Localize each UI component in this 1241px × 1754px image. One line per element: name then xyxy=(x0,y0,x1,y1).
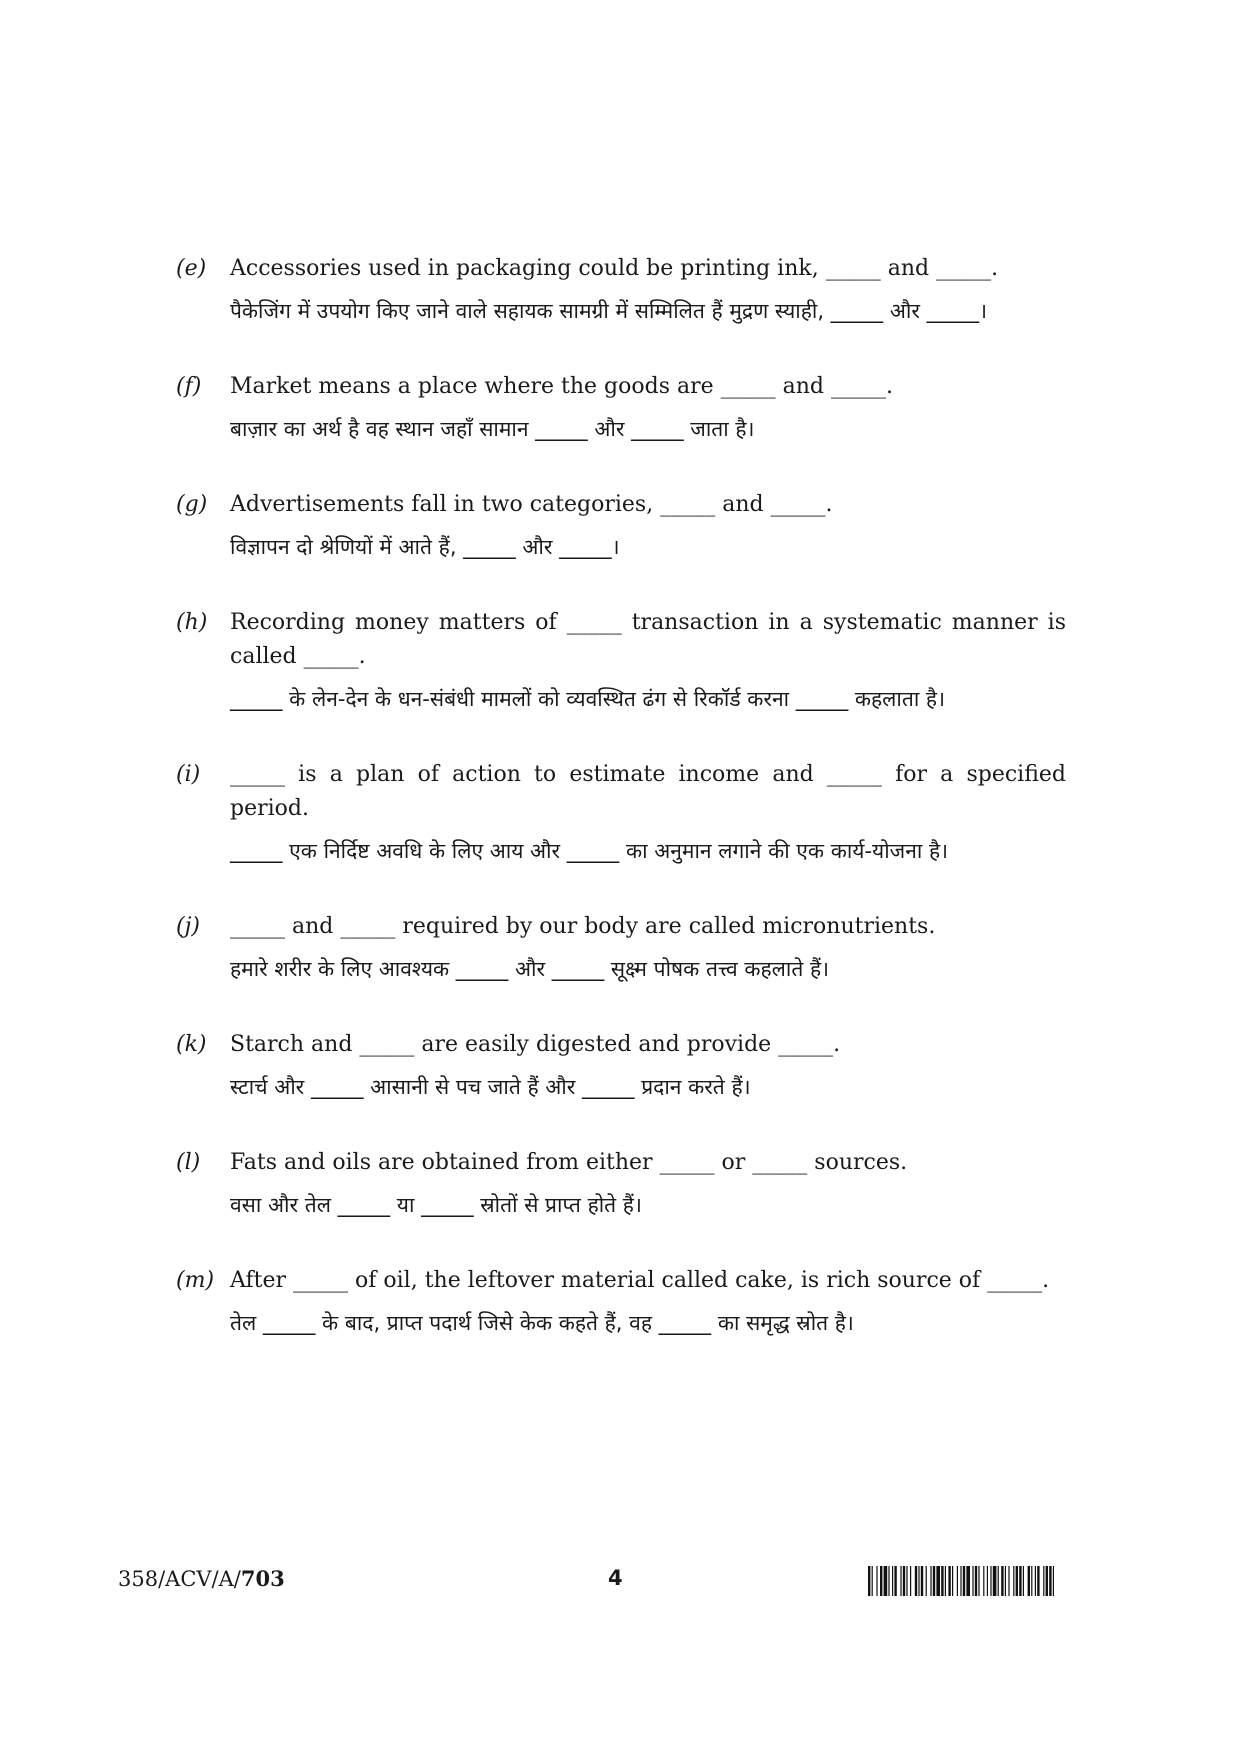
question-label: (f) xyxy=(176,374,202,399)
paper-code-number: 703 xyxy=(240,1566,285,1591)
question-i xyxy=(176,758,1066,868)
question-m xyxy=(176,1264,1066,1340)
question-label: (m) xyxy=(176,1268,215,1293)
question-h xyxy=(176,606,1066,716)
question-english: Starch and _____ are easily digested and provide _____. xyxy=(230,1032,841,1057)
question-g xyxy=(176,488,1066,564)
question-label: (h) xyxy=(176,610,208,635)
question-k xyxy=(176,1028,1066,1104)
question-hindi: विज्ञापन दो श्रेणियों में आते हैं, _____ और _____। xyxy=(230,535,620,559)
question-label: (g) xyxy=(176,492,208,517)
question-hindi: वसा और तेल _____ या _____ स्रोतों से प्राप्त होते हैं। xyxy=(230,1193,642,1217)
question-hindi: स्टार्च और _____ आसानी से पच जाते हैं और _____ प्रदान करते हैं। xyxy=(230,1075,751,1099)
question-english: _____ is a plan of action to estimate income and _____ for a specified period. xyxy=(230,762,1066,821)
question-hindi: _____ एक निर्दिष्ट अवधि के लिए आय और _____ का अनुमान लगाने की एक कार्य-योजना है। xyxy=(230,839,949,863)
question-l xyxy=(176,1146,1066,1222)
question-hindi: _____ के लेन-देन के धन-संबंधी मामलों को व्यवस्थित ढंग से रिकॉर्ड करना _____ कहलाता है। xyxy=(230,687,946,711)
barcode-icon xyxy=(868,1566,1130,1596)
question-label: (j) xyxy=(176,914,200,939)
question-f xyxy=(176,370,1066,446)
paper-code xyxy=(118,1566,285,1591)
question-english: Advertisements fall in two categories, _____ and _____. xyxy=(230,492,833,517)
question-english: Recording money matters of _____ transaction in a systematic manner is called _____. xyxy=(230,610,1066,669)
question-english: After _____ of oil, the leftover material called cake, is rich source of _____. xyxy=(230,1268,1050,1293)
question-english: Fats and oils are obtained from either _____ or _____ sources. xyxy=(230,1150,908,1175)
page-footer xyxy=(118,1566,1128,1606)
question-hindi: तेल _____ के बाद, प्राप्त पदार्थ जिसे केक कहते हैं, वह _____ का समृद्ध स्रोत है। xyxy=(230,1311,854,1335)
question-english: Accessories used in packaging could be printing ink, _____ and _____. xyxy=(230,256,999,281)
paper-code-prefix: 358/ACV/A/ xyxy=(118,1567,241,1591)
question-english: Market means a place where the goods are _____ and _____. xyxy=(230,374,893,399)
question-label: (e) xyxy=(176,256,207,281)
question-e xyxy=(176,252,1066,328)
question-hindi: पैकेजिंग में उपयोग किए जाने वाले सहायक सामग्री में सम्मिलित हैं मुद्रण स्याही, _____ और _____। xyxy=(230,299,988,323)
question-hindi: हमारे शरीर के लिए आवश्यक _____ और _____ सूक्ष्म पोषक तत्त्व कहलाते हैं। xyxy=(230,957,830,981)
question-hindi: बाज़ार का अर्थ है वह स्थान जहाँ सामान _____ और _____ जाता है। xyxy=(230,417,755,441)
question-j xyxy=(176,910,1066,986)
question-list xyxy=(176,252,1066,1382)
question-english: _____ and _____ required by our body are called micronutrients. xyxy=(230,914,936,939)
question-label: (i) xyxy=(176,762,201,787)
question-label: (k) xyxy=(176,1032,207,1057)
question-label: (l) xyxy=(176,1150,201,1175)
page-number: 4 xyxy=(608,1566,623,1590)
